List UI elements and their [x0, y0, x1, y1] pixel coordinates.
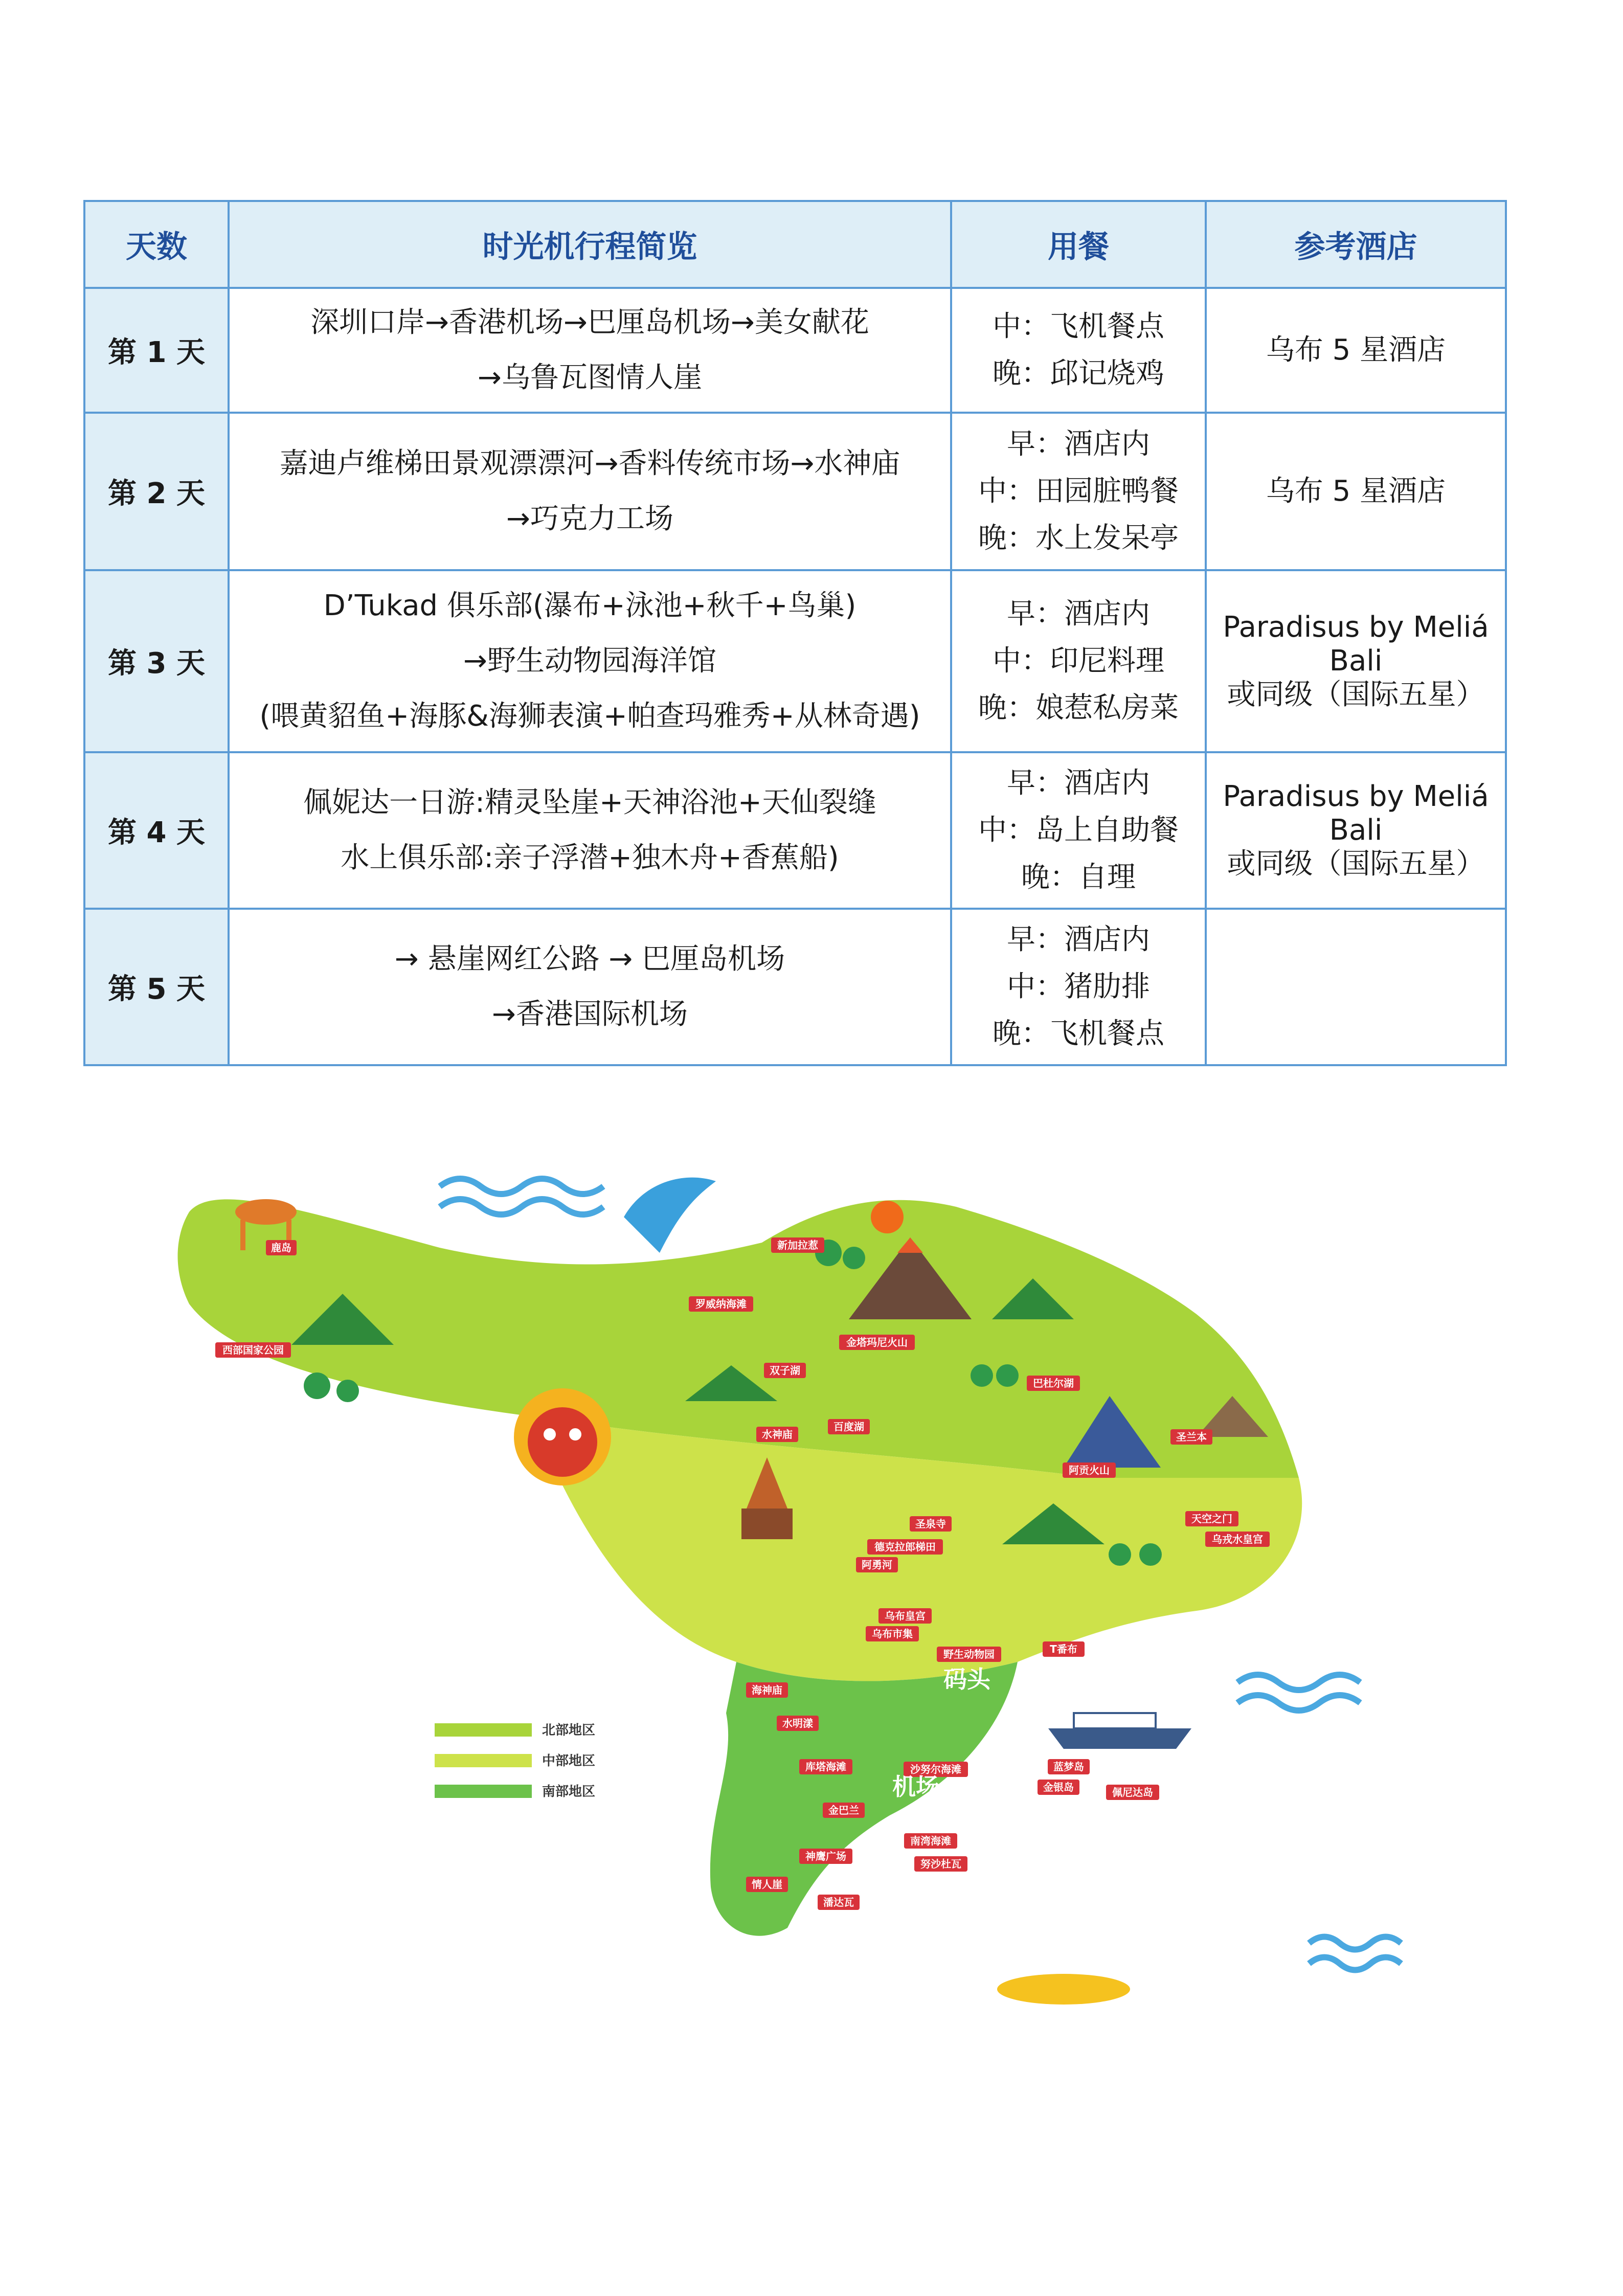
hotel-cell: [1206, 752, 1506, 909]
meal-line: 中：猪肋排: [1007, 970, 1150, 1003]
place-label: 南湾海滩: [910, 1835, 951, 1847]
header-hotel: 参考酒店: [1206, 201, 1506, 288]
legend-label: 南部地区: [542, 1784, 596, 1799]
meal-line: 晚：邱记烧鸡: [993, 357, 1164, 390]
meal-line: 晚：娘惹私房菜: [978, 691, 1179, 725]
mask-icon: [514, 1388, 611, 1485]
hotel-line: 乌布 5 星酒店: [1266, 333, 1446, 367]
day-cell: 第 1 天: [84, 288, 229, 413]
hotel-cell: [1206, 288, 1506, 413]
hotel-line: 或同级（国际五星）: [1227, 678, 1485, 711]
place-label: 海神庙: [752, 1684, 782, 1696]
day-cell: 第 3 天: [84, 570, 229, 752]
meal-cell: [951, 752, 1206, 909]
legend-label: 中部地区: [542, 1753, 596, 1769]
route-line: 水上俱乐部:亲子浮潜+独木舟+香蕉船): [341, 841, 839, 874]
table-row: [84, 909, 1506, 1065]
place-label: 乌戎水皇宫: [1212, 1533, 1263, 1545]
itinerary-table: [83, 200, 1507, 1066]
meal-cell: [951, 909, 1206, 1065]
place-label: 罗威纳海滩: [695, 1298, 747, 1310]
meal-line: 早：酒店内: [1007, 767, 1150, 800]
place-label: 水神庙: [762, 1428, 793, 1440]
hotel-cell: [1206, 909, 1506, 1065]
route-cell: [229, 570, 951, 752]
region-south: [710, 1662, 1018, 1936]
pier-label: 码头: [943, 1665, 990, 1693]
place-label: 天空之门: [1191, 1513, 1232, 1525]
meal-line: 早：酒店内: [1007, 427, 1150, 461]
header-day: 天数: [84, 201, 229, 288]
meal-line: 中：田园脏鸭餐: [978, 475, 1179, 508]
hotel-cell: [1206, 570, 1506, 752]
banana-boat-icon: [997, 1974, 1130, 2005]
hotel-cell: [1206, 413, 1506, 570]
route-cell: [229, 413, 951, 570]
place-label: 新加拉惹: [777, 1239, 818, 1251]
hotel-line: Bali: [1329, 644, 1383, 678]
header-route: 时光机行程简览: [229, 201, 951, 288]
legend-swatch-central: [435, 1754, 532, 1767]
boat-icon: [1048, 1713, 1191, 1749]
place-label: 乌布市集: [872, 1628, 913, 1640]
day-cell: 第 2 天: [84, 413, 229, 570]
place-label: 金巴兰: [828, 1804, 859, 1816]
meal-line: 晚：水上发呆亭: [978, 522, 1179, 555]
airport-label: 机场: [892, 1773, 939, 1800]
table-header-row: [84, 201, 1506, 288]
place-label: 潘达瓦: [823, 1896, 854, 1908]
place-label: 蓝梦岛: [1053, 1761, 1084, 1773]
place-label: 神鹰广场: [805, 1850, 846, 1862]
place-label: 佩尼达岛: [1112, 1786, 1153, 1798]
place-label: 库塔海滩: [805, 1761, 846, 1773]
table-row: [84, 288, 1506, 413]
route-cell: [229, 752, 951, 909]
bali-map: [174, 1151, 1411, 2030]
route-line: 嘉迪卢维梯田景观漂漂河→香料传统市场→水神庙: [279, 447, 900, 480]
meal-cell: [951, 570, 1206, 752]
hotel-line: 乌布 5 星酒店: [1266, 475, 1446, 508]
table-row: [84, 413, 1506, 570]
place-label: 野生动物园: [943, 1648, 995, 1660]
meal-line: 晚：飞机餐点: [993, 1017, 1164, 1050]
sun-icon: [871, 1201, 904, 1233]
place-label: 金塔玛尼火山: [846, 1336, 908, 1348]
legend-swatch-north: [435, 1723, 532, 1737]
pier-label: 码头: [1133, 1809, 1180, 1836]
place-label: 鹿岛: [271, 1242, 291, 1254]
route-line: →巧克力工场: [506, 502, 673, 535]
route-line: → 悬崖网红公路 → 巴厘岛机场: [394, 942, 785, 976]
hotel-line: 或同级（国际五星）: [1227, 847, 1485, 881]
place-label: 西部国家公园: [222, 1344, 284, 1356]
map-legend: [435, 1723, 595, 1799]
meal-line: 早：酒店内: [1007, 597, 1150, 631]
place-label: 巴杜尔湖: [1033, 1377, 1074, 1389]
place-label: 情人崖: [752, 1878, 782, 1890]
place-label: 德克拉郎梯田: [874, 1541, 936, 1553]
meal-cell: [951, 288, 1206, 413]
route-line: →香港国际机场: [492, 998, 688, 1031]
meal-line: 早：酒店内: [1007, 923, 1150, 956]
route-line: →野生动物园海洋馆: [463, 644, 716, 678]
place-label: 双子湖: [770, 1364, 800, 1377]
route-cell: [229, 909, 951, 1065]
meal-cell: [951, 413, 1206, 570]
meal-line: 晚：自理: [1021, 861, 1136, 894]
dolphin-icon: [624, 1178, 716, 1253]
place-label: 阿贡火山: [1069, 1464, 1110, 1476]
meal-line: 中：飞机餐点: [993, 310, 1164, 343]
legend-swatch-south: [435, 1785, 532, 1798]
legend-label: 北部地区: [542, 1723, 596, 1738]
hotel-line: Bali: [1329, 814, 1383, 847]
place-label: 百度湖: [833, 1421, 864, 1433]
table-row: [84, 570, 1506, 752]
route-line: (喂黄貂鱼+海豚&海狮表演+帕查玛雅秀+从林奇遇): [259, 700, 920, 733]
place-label: 圣兰本: [1176, 1431, 1207, 1443]
header-meals: 用餐: [951, 201, 1206, 288]
place-label: 水明漾: [782, 1717, 813, 1729]
day-cell: 第 4 天: [84, 752, 229, 909]
place-label: 阿勇河: [862, 1559, 892, 1571]
route-line: →乌鲁瓦图情人崖: [478, 361, 702, 394]
place-label: 乌布皇宫: [885, 1610, 926, 1622]
route-cell: [229, 288, 951, 413]
place-label: 金银岛: [1043, 1781, 1074, 1793]
route-line: 佩妮达一日游:精灵坠崖+天神浴池+天仙裂缝: [303, 786, 876, 819]
hotel-line: Paradisus by Meliá: [1223, 780, 1489, 813]
table-row: [84, 752, 1506, 909]
meal-line: 中：岛上自助餐: [978, 814, 1179, 847]
place-label: 沙努尔海滩: [910, 1763, 961, 1775]
meal-line: 中：印尼料理: [993, 644, 1164, 678]
place-label: 圣泉寺: [915, 1518, 946, 1530]
place-label: T番布: [1050, 1643, 1077, 1655]
route-line: 深圳口岸→香港机场→巴厘岛机场→美女献花: [310, 306, 869, 339]
hotel-line: Paradisus by Meliá: [1223, 611, 1489, 644]
day-cell: 第 5 天: [84, 909, 229, 1065]
place-label: 努沙杜瓦: [920, 1858, 961, 1870]
route-line: D’Tukad 俱乐部(瀑布+泳池+秋千+鸟巢): [323, 589, 856, 622]
